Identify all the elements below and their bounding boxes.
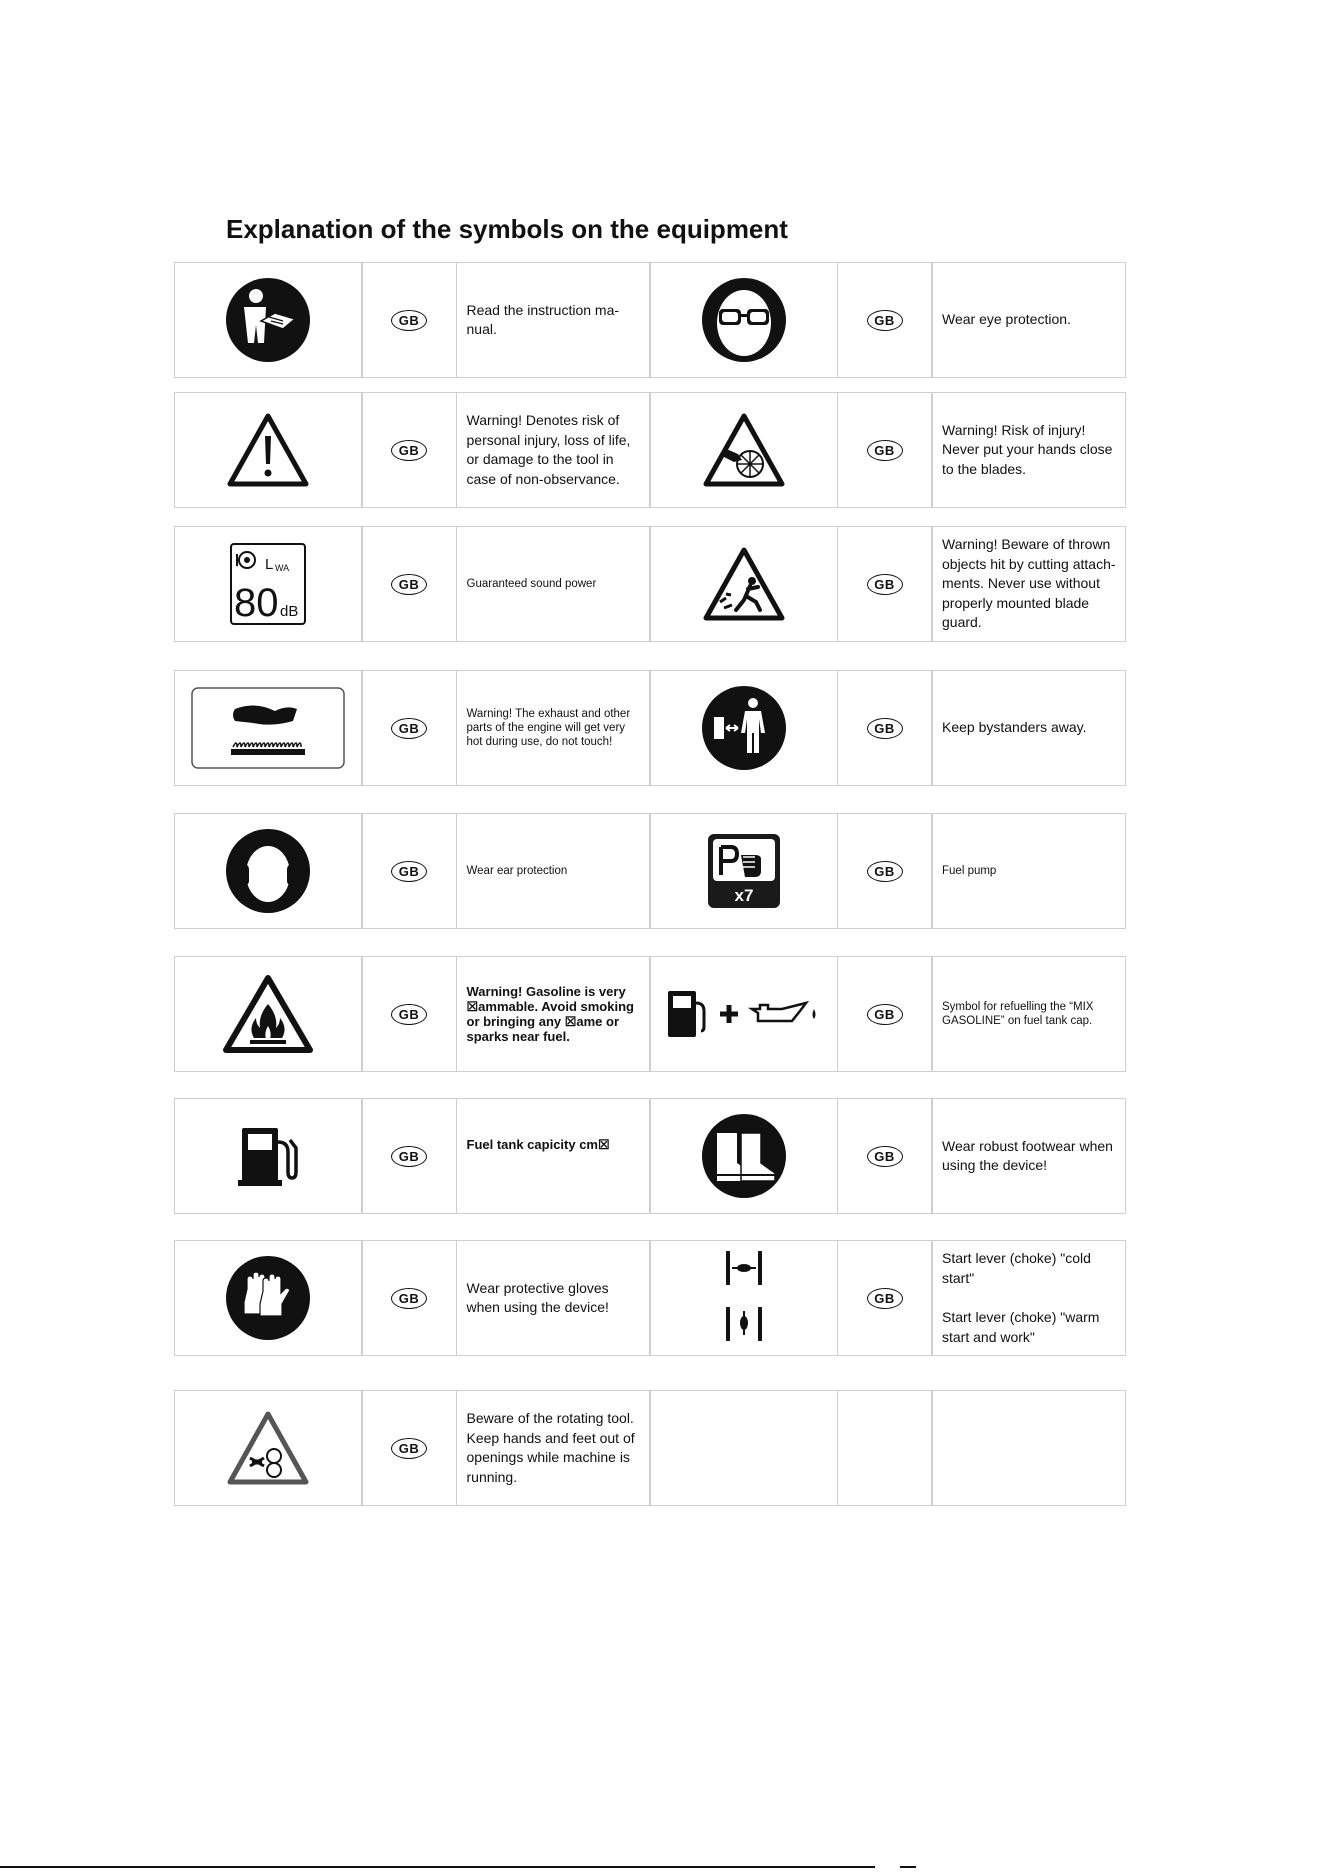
symbol-description: Warning! Risk of injury! Never put your hands close to the blades. — [931, 392, 1126, 508]
gb-badge: GB — [391, 1288, 427, 1309]
language-cell — [361, 813, 457, 929]
gb-badge: GB — [391, 718, 427, 739]
symbol-cell — [174, 1240, 363, 1356]
gb-badge: GB — [867, 310, 903, 331]
symbol-description: Warning! The exhaust and other parts of the engine will get very hot during use, do not touch! — [456, 670, 651, 786]
hand-blade-warning-icon — [702, 412, 786, 488]
empty-cell — [837, 1390, 933, 1506]
read-manual-icon — [225, 277, 311, 363]
language-cell — [361, 1240, 457, 1356]
language-cell — [361, 670, 457, 786]
gb-badge: GB — [867, 861, 903, 882]
symbol-cell — [174, 1098, 363, 1214]
language-cell — [361, 392, 457, 508]
gb-badge: GB — [867, 718, 903, 739]
symbol-description: Beware of the rotating tool. Keep hands and feet out of openings while machine is running. — [456, 1390, 651, 1506]
symbol-cell — [649, 392, 838, 508]
footer-mark — [900, 1866, 916, 1868]
table-row — [175, 956, 1133, 1072]
language-cell — [361, 526, 457, 642]
keep-bystanders-away-icon — [701, 685, 787, 771]
gb-badge: GB — [867, 1288, 903, 1309]
language-cell — [361, 1098, 457, 1214]
svg-text:L: L — [265, 556, 274, 573]
empty-cell — [649, 1390, 838, 1506]
choke-warm-start-text: Start lever (choke) "warm start and work" — [942, 1309, 1100, 1345]
fuel-plus-oil-icon — [664, 987, 824, 1041]
symbol-cell — [174, 262, 363, 378]
language-cell — [837, 392, 933, 508]
symbol-description: Fuel pump — [931, 813, 1126, 929]
db-value: 80 — [234, 581, 279, 625]
table-row — [175, 526, 1133, 642]
symbol-cell — [649, 670, 838, 786]
rotating-tool-warning-icon — [226, 1410, 310, 1486]
symbol-cell — [649, 526, 838, 642]
gb-badge: GB — [867, 1004, 903, 1025]
symbol-description: Keep bystanders away. — [931, 670, 1126, 786]
symbol-description: Wear protective gloves when using the device! — [456, 1240, 651, 1356]
symbol-cell — [649, 1098, 838, 1214]
empty-cell — [931, 1390, 1126, 1506]
symbol-description: Warning! Denotes risk of personal injury, loss of life, or damage to the tool in case of non-observance. — [456, 392, 651, 508]
language-cell — [837, 1098, 933, 1214]
primer-count: x7 — [734, 886, 753, 905]
hot-surface-icon — [191, 687, 345, 769]
language-cell — [837, 813, 933, 929]
gb-badge: GB — [867, 1146, 903, 1167]
table-row — [175, 262, 1133, 378]
gloves-icon — [225, 1255, 311, 1341]
language-cell — [837, 956, 933, 1072]
symbol-description: Warning! Beware of thrown objects hit by cutting attach-ments. Never use without properly mounted blade guard. — [931, 526, 1126, 642]
choke-lever-icon — [722, 1245, 766, 1351]
eye-protection-icon — [701, 277, 787, 363]
language-cell — [837, 526, 933, 642]
language-cell — [361, 262, 457, 378]
table-row — [175, 813, 1133, 929]
table-row — [175, 392, 1133, 508]
symbol-cell — [174, 1390, 363, 1506]
gb-badge: GB — [391, 1146, 427, 1167]
footer-rule — [0, 1866, 875, 1868]
page-title: Explanation of the symbols on the equipment — [226, 214, 788, 244]
symbol-description: Wear ear protection — [456, 813, 651, 929]
choke-cold-start-text: Start lever (choke) "cold start" — [942, 1250, 1091, 1286]
thrown-objects-warning-icon — [702, 546, 786, 622]
symbol-description: Read the instruction ma- nual. — [456, 262, 651, 378]
db-unit: dB — [280, 603, 299, 620]
symbol-cell — [174, 956, 363, 1072]
language-cell — [837, 262, 933, 378]
flammable-warning-icon — [222, 974, 314, 1054]
symbol-description: Symbol for refuelling the “MIX GASOLINE” on fuel tank cap. — [931, 956, 1126, 1072]
table-row — [175, 1390, 1133, 1506]
gb-badge: GB — [391, 1438, 427, 1459]
lwa-subscript: WA — [275, 563, 290, 573]
gb-badge: GB — [867, 440, 903, 461]
symbol-description: Wear eye protection. — [931, 262, 1126, 378]
gb-badge: GB — [391, 310, 427, 331]
language-cell — [837, 1240, 933, 1356]
symbol-cell — [649, 956, 838, 1072]
gb-badge: GB — [391, 574, 427, 595]
gb-badge: GB — [867, 574, 903, 595]
table-row — [175, 670, 1133, 786]
table-row — [175, 1098, 1133, 1214]
symbol-description: Guaranteed sound power — [456, 526, 651, 642]
fuel-pump-primer-icon — [707, 833, 781, 909]
symbol-cell — [174, 670, 363, 786]
language-cell — [361, 1390, 457, 1506]
gb-badge: GB — [391, 1004, 427, 1025]
fuel-tank-icon — [238, 1124, 298, 1188]
symbol-description: Fuel tank capicity cm☒ — [456, 1098, 651, 1214]
symbol-description — [931, 1240, 1126, 1356]
language-cell — [361, 956, 457, 1072]
sound-power-label-icon — [229, 542, 307, 626]
gb-badge: GB — [391, 440, 427, 461]
boots-icon — [701, 1113, 787, 1199]
symbol-cell — [174, 813, 363, 929]
symbol-cell — [649, 1240, 838, 1356]
symbol-cell — [174, 392, 363, 508]
ear-protection-icon — [225, 828, 311, 914]
gb-badge: GB — [391, 861, 427, 882]
warning-triangle-icon — [226, 412, 310, 488]
symbol-cell — [174, 526, 363, 642]
symbol-description: Wear robust footwear when using the device! — [931, 1098, 1126, 1214]
symbol-description: Warning! Gasoline is very ☒ammable. Avoid smoking or bringing any ☒ame or sparks near fuel. — [456, 956, 651, 1072]
symbol-cell — [649, 813, 838, 929]
table-row — [175, 1240, 1133, 1356]
language-cell — [837, 670, 933, 786]
symbol-cell — [649, 262, 838, 378]
